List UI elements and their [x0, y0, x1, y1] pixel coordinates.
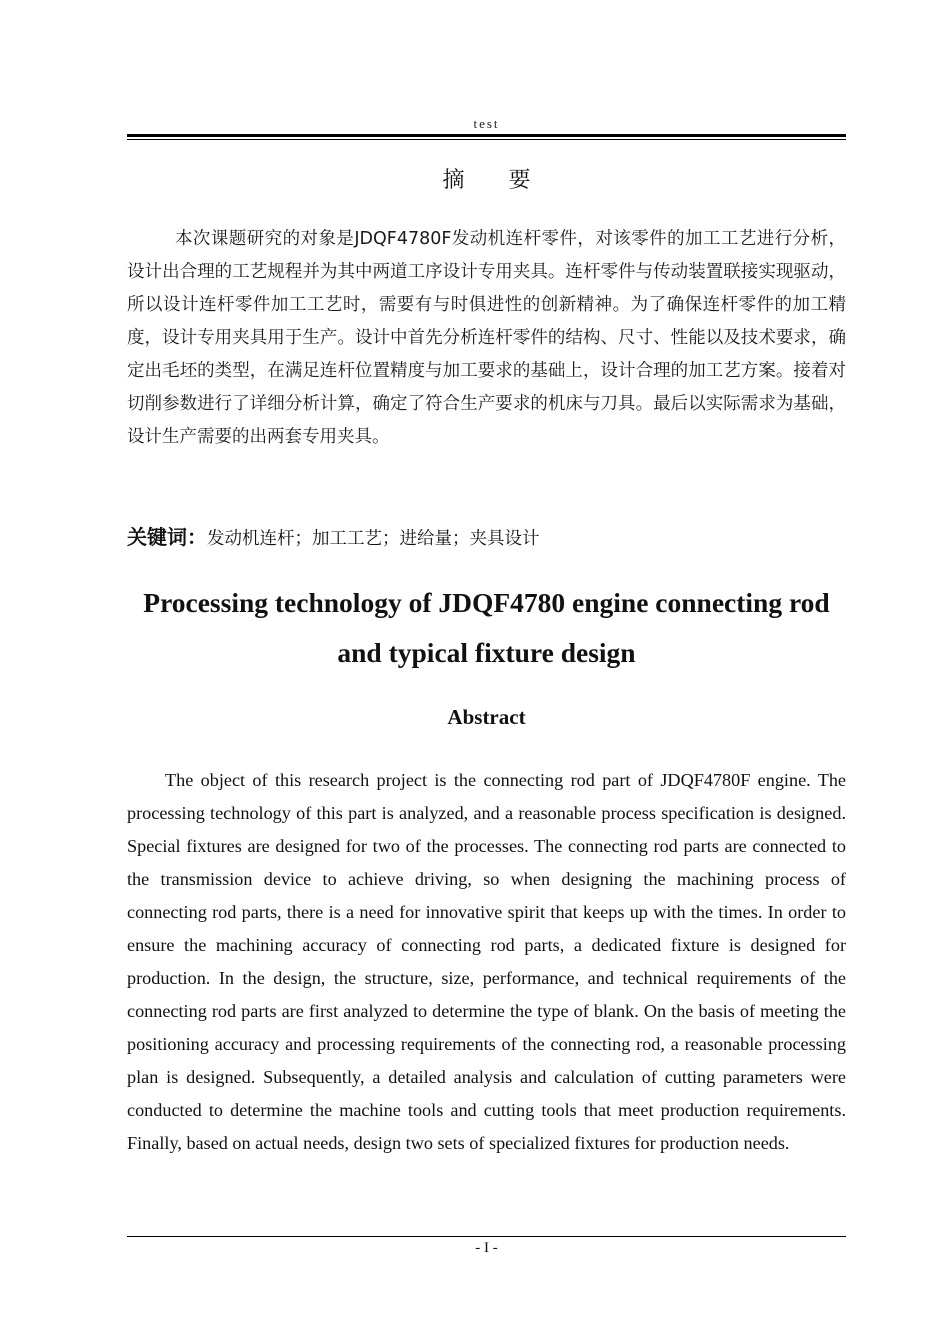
page-header: test	[473, 116, 500, 131]
english-abstract-body: The object of this research project is the connecting rod part of JDQF4780F engine. The processing technology of this part is analyzed, and a reasonable process specification is designed. Special fixtures are designed for two of the processes. The connecting rod parts are connected to the transmission device to achieve driving, so when designing the machining process of connecting rod parts, there is a need for innovative spirit that keeps up with the times. In order to ensure the machining accuracy of connecting rod parts, a dedicated fixture is designed for production. In the design, the structure, size, performance, and technical requirements of the connecting rod parts are first analyzed to determine the type of blank. On the basis of meeting the positioning accuracy and processing requirements of the connecting rod, a reasonable processing plan is designed. Subsequently, a detailed analysis and calculation of cutting parameters were conducted to determine the machine tools and cutting tools that meet production requirements. Finally, based on actual needs, design two sets of specialized fixtures for production needs.	[127, 770, 846, 1153]
keywords-label: 关键词：	[127, 525, 207, 549]
footer-rule	[127, 1236, 846, 1237]
english-title: Processing technology of JDQF4780 engine connecting rod and typical fixture design	[143, 587, 830, 668]
keywords-line	[127, 521, 846, 556]
keywords-value: 发动机连杆；加工工艺；进给量；夹具设计	[207, 529, 540, 549]
page-number: - I -	[475, 1240, 498, 1256]
header-rule-thick	[127, 134, 846, 137]
chinese-abstract-body: 本次课题研究的对象是JDQF4780F发动机连杆零件，对该零件的加工工艺进行分析，设计出合理的工艺规程并为其中两道工序设计专用夹具。连杆零件与传动装置联接实现驱动，所以设计连杆零件加工工艺时，需要有与时俱进性的创新精神。为了确保连杆零件的加工精度，设计专用夹具用于生产。设计中首先分析连杆零件的结构、尺寸、性能以及技术要求，确定出毛坯的类型，在满足连杆位置精度与加工要求的基础上，设计合理的加工艺方案。接着对切削参数进行了详细分析计算，确定了符合生产要求的机床与刀具。最后以实际需求为基础，设计生产需要的出两套专用夹具。	[127, 229, 846, 447]
english-abstract-heading: Abstract	[447, 705, 526, 729]
chinese-abstract-title: 摘要	[442, 168, 575, 193]
header-rule-thin	[127, 139, 846, 140]
